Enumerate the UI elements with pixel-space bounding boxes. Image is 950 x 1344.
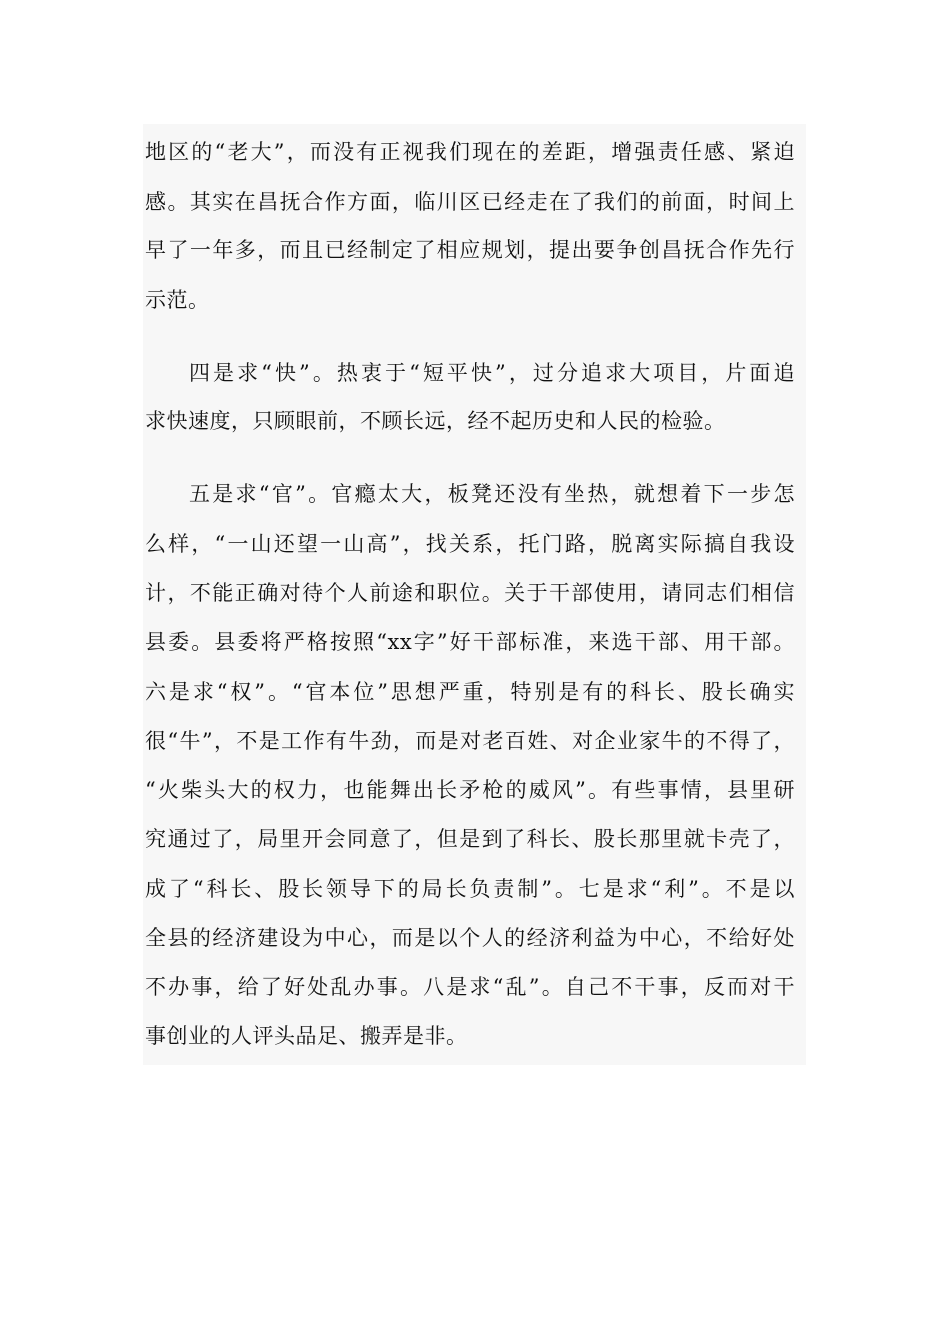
text-line: 县委。县委将严格按照“xx字”好干部标准，来选干部、用干部。 bbox=[145, 630, 795, 654]
text-line: 示范。 bbox=[145, 288, 210, 312]
text-line: 六是求“权”。“官本位”思想严重，特别是有的科长、股长确实 bbox=[145, 680, 795, 704]
text-line: 不办事，给了好处乱办事。八是求“乱”。自己不干事，反而对干 bbox=[145, 975, 795, 999]
text-line: 计，不能正确对待个人前途和职位。关于干部使用，请同志们相信 bbox=[145, 581, 795, 605]
text-line: “火柴头大的权力，也能舞出长矛枪的威风”。有些事情，县里研 bbox=[145, 778, 795, 802]
text-line: 究通过了，局里开会同意了，但是到了科长、股长那里就卡壳了， bbox=[145, 827, 795, 851]
text-line: 五是求“官”。官瘾太大，板凳还没有坐热，就想着下一步怎 bbox=[189, 482, 795, 506]
text-line: 成了“科长、股长领导下的局长负责制”。七是求“利”。不是以 bbox=[145, 877, 795, 901]
text-line: 早了一年多，而且已经制定了相应规划，提出要争创昌抚合作先行 bbox=[145, 238, 795, 262]
text-line: 全县的经济建设为中心，而是以个人的经济利益为中心，不给好处 bbox=[145, 926, 795, 950]
text-line: 地区的“老大”，而没有正视我们现在的差距，增强责任感、紧迫 bbox=[145, 140, 795, 164]
document-text-block bbox=[143, 124, 806, 1065]
text-line: 求快速度，只顾眼前，不顾长远，经不起历史和人民的检验。 bbox=[145, 409, 726, 433]
text-line: 么样，“一山还望一山高”，找关系，托门路，脱离实际搞自我设 bbox=[145, 532, 795, 556]
text-line: 四是求“快”。热衷于“短平快”，过分追求大项目，片面追 bbox=[189, 361, 795, 385]
text-line: 事创业的人评头品足、搬弄是非。 bbox=[145, 1024, 468, 1048]
text-line: 感。其实在昌抚合作方面，临川区已经走在了我们的前面，时间上 bbox=[145, 190, 795, 214]
text-line: 很“牛”，不是工作有牛劲，而是对老百姓、对企业家牛的不得了， bbox=[145, 729, 795, 753]
